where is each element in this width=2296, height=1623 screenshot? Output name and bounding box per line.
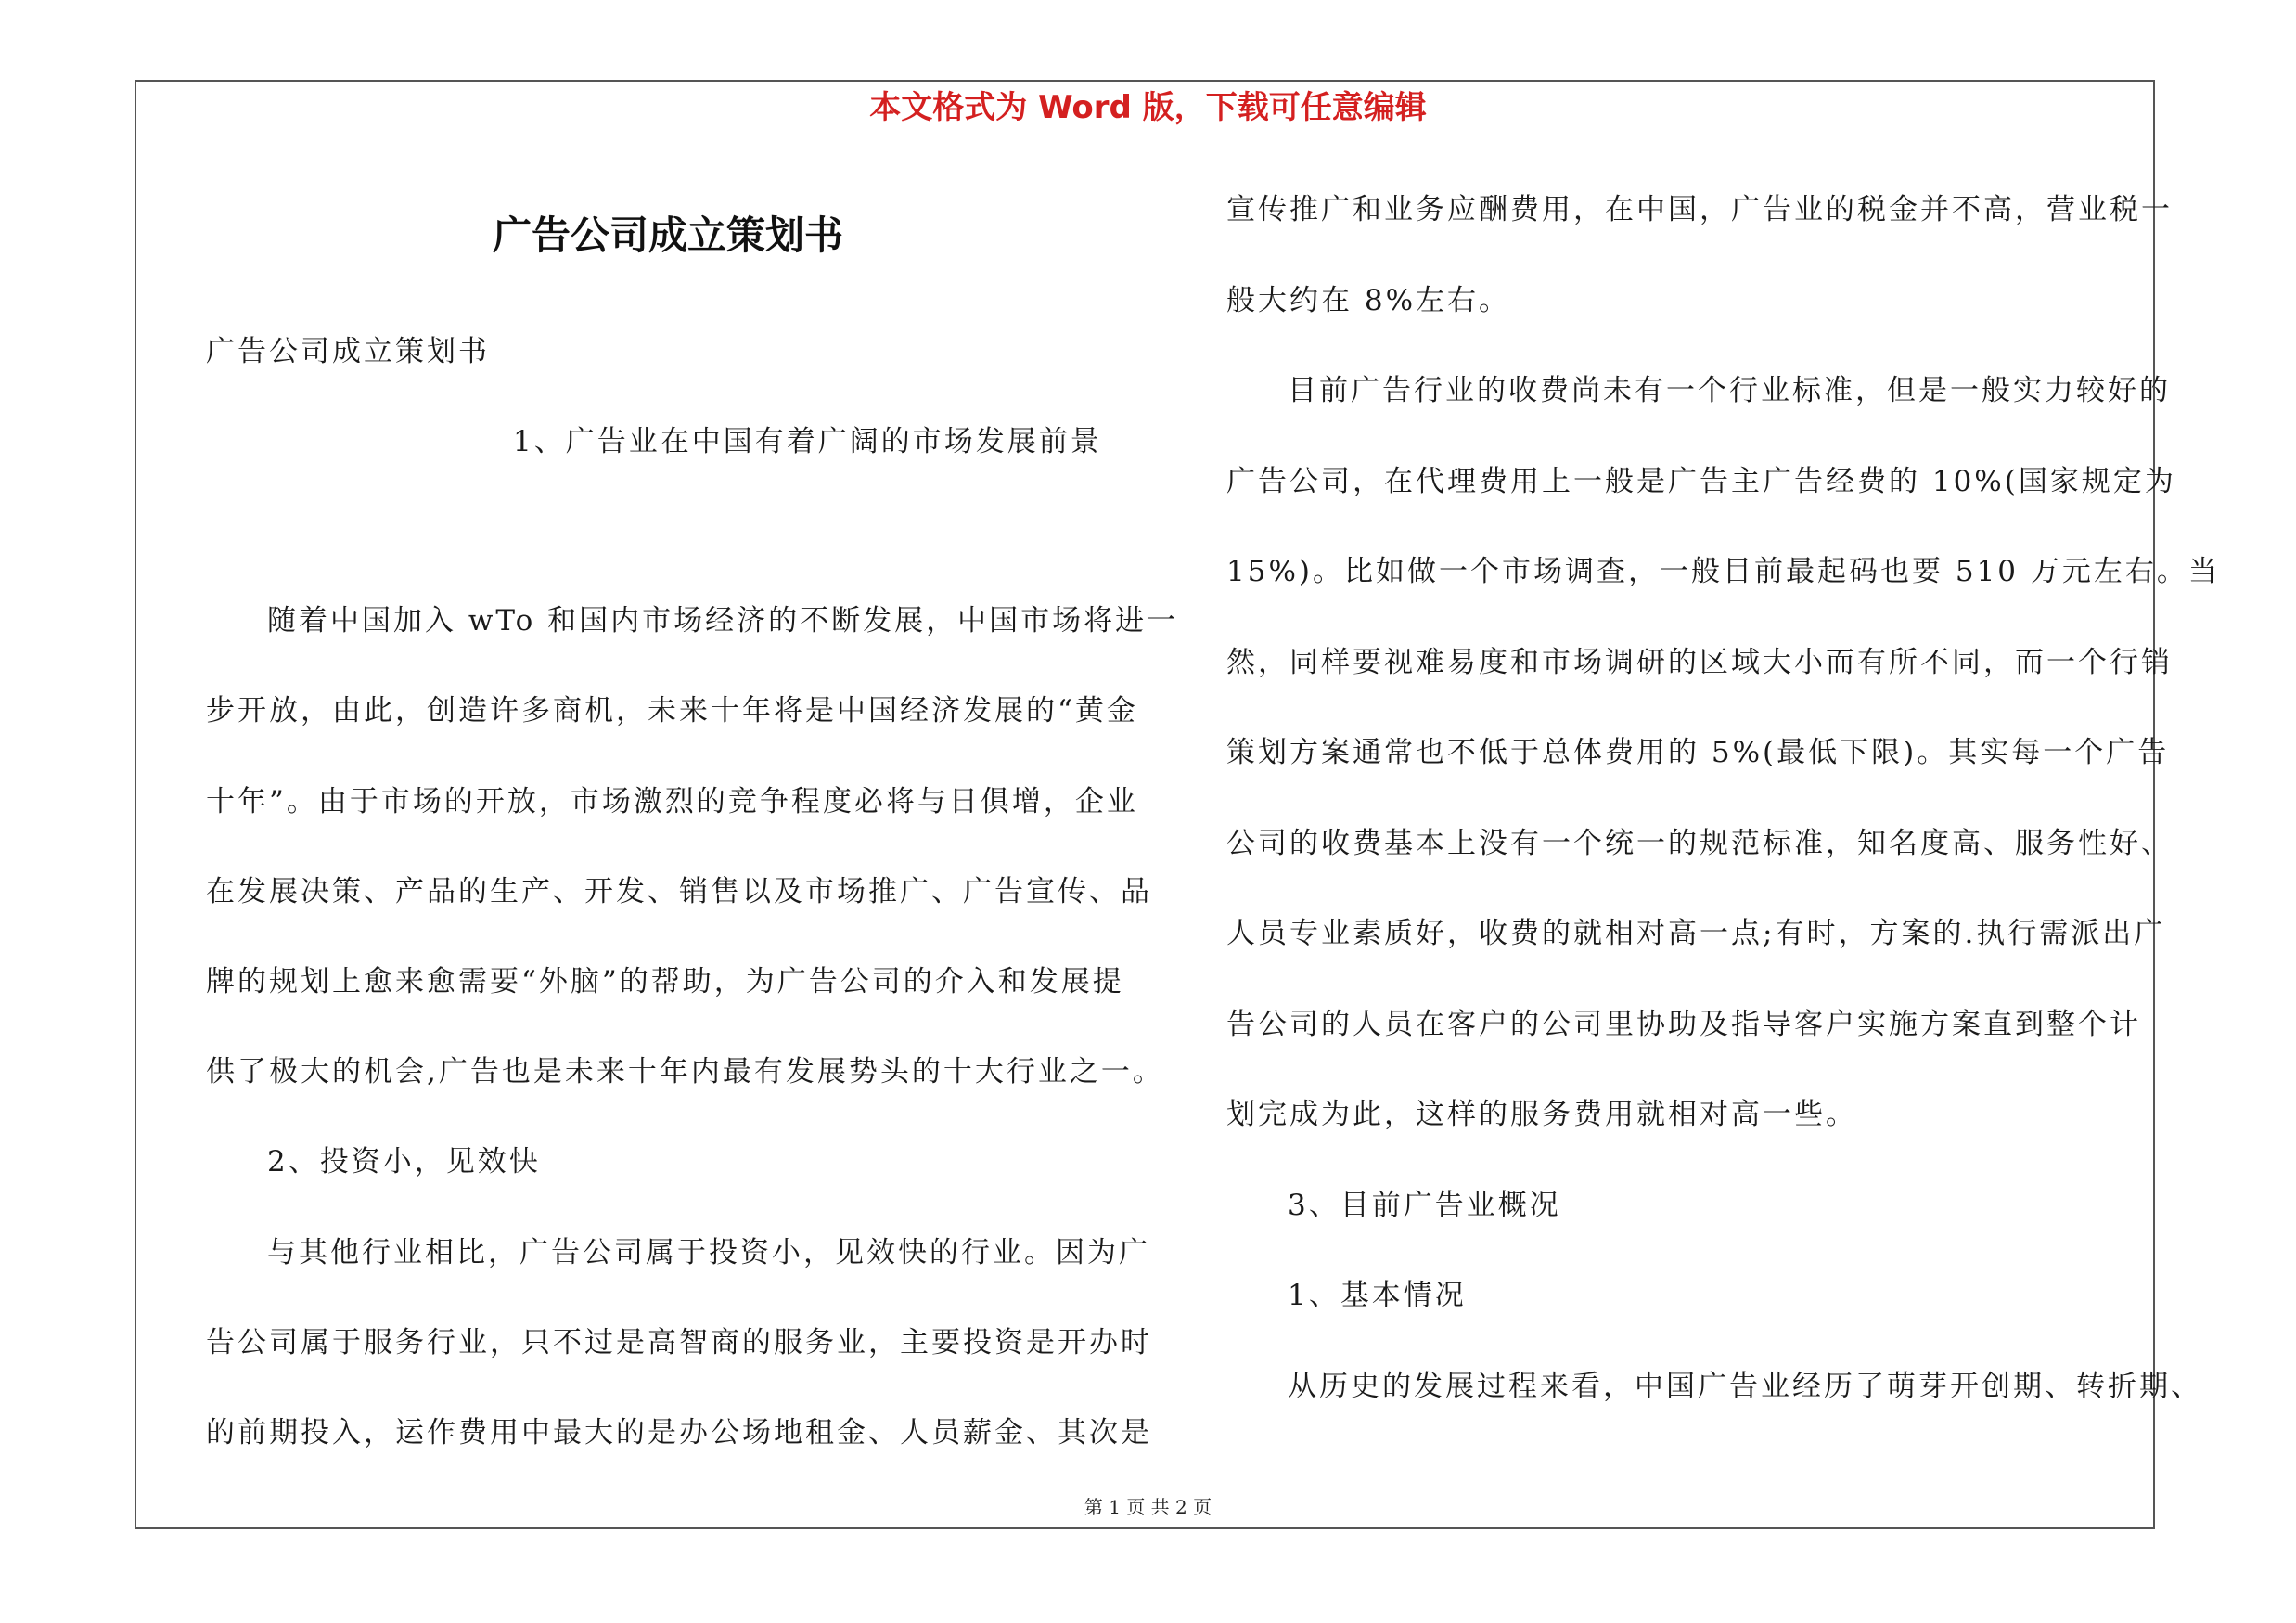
right-line: 然，同样要视难易度和市场调研的区域大小而有所不同，而一个行销	[1226, 646, 2173, 679]
left-line: 广告公司成立策划书	[206, 335, 490, 368]
right-line: 告公司的人员在客户的公司里协助及指导客户实施方案直到整个计	[1226, 1008, 2141, 1041]
right-line: 15%)。比如做一个市场调查，一般目前最起码也要 510 万元左右。当	[1226, 555, 2220, 588]
right-line: 公司的收费基本上没有一个统一的规范标准，知名度高、服务性好、	[1226, 827, 2173, 860]
left-line: 告公司属于服务行业，只不过是高智商的服务业，主要投资是开办时	[206, 1326, 1152, 1359]
left-line: 在发展决策、产品的生产、开发、销售以及市场推广、广告宣传、品	[206, 875, 1152, 908]
right-line: 人员专业素质好，收费的就相对高一点;有时，方案的.执行需派出广	[1226, 917, 2166, 950]
left-line: 的前期投入，运作费用中最大的是办公场地租金、人员薪金、其次是	[206, 1416, 1152, 1449]
right-line: 宣传推广和业务应酬费用，在中国，广告业的税金并不高，营业税一	[1226, 193, 2173, 226]
right-line: 从历史的发展过程来看，中国广告业经历了萌芽开创期、转折期、	[1288, 1370, 2202, 1403]
left-line: 十年”。由于市场的开放，市场激烈的竞争程度必将与日俱增，企业	[206, 785, 1138, 818]
word-format-banner: 本文格式为 Word 版，下载可任意编辑	[869, 89, 1427, 126]
left-line: 牌的规划上愈来愈需要“外脑”的帮助，为广告公司的介入和发展提	[206, 965, 1124, 998]
right-line: 广告公司，在代理费用上一般是广告主广告经费的 10%(国家规定为	[1226, 465, 2176, 498]
right-line: 策划方案通常也不低于总体费用的 5%(最低下限)。其实每一个广告	[1226, 736, 2170, 769]
section-heading: 3、目前广告业概况	[1288, 1189, 1561, 1222]
right-line: 般大约在 8%左右。	[1226, 284, 1511, 317]
section-heading: 2、投资小，见效快	[267, 1145, 541, 1179]
section-heading: 1、基本情况	[1288, 1279, 1467, 1312]
left-line: 与其他行业相比，广告公司属于投资小，见效快的行业。因为广	[267, 1236, 1150, 1269]
document-title: 广告公司成立策划书	[492, 213, 843, 258]
right-line: 划完成为此，这样的服务费用就相对高一些。	[1226, 1098, 1857, 1131]
left-line: 随着中国加入 wTo 和国内市场经济的不断发展，中国市场将进一	[267, 604, 1179, 638]
left-line: 步开放，由此，创造许多商机，未来十年将是中国经济发展的“黄金	[206, 694, 1138, 728]
section-heading: 1、广告业在中国有着广阔的市场发展前景	[513, 425, 1102, 458]
right-line: 目前广告行业的收费尚未有一个行业标准，但是一般实力较好的	[1288, 374, 2171, 407]
left-line: 供了极大的机会,广告也是未来十年内最有发展势头的十大行业之一。	[206, 1055, 1164, 1088]
page-number-footer: 第 1 页 共 2 页	[1084, 1496, 1212, 1518]
